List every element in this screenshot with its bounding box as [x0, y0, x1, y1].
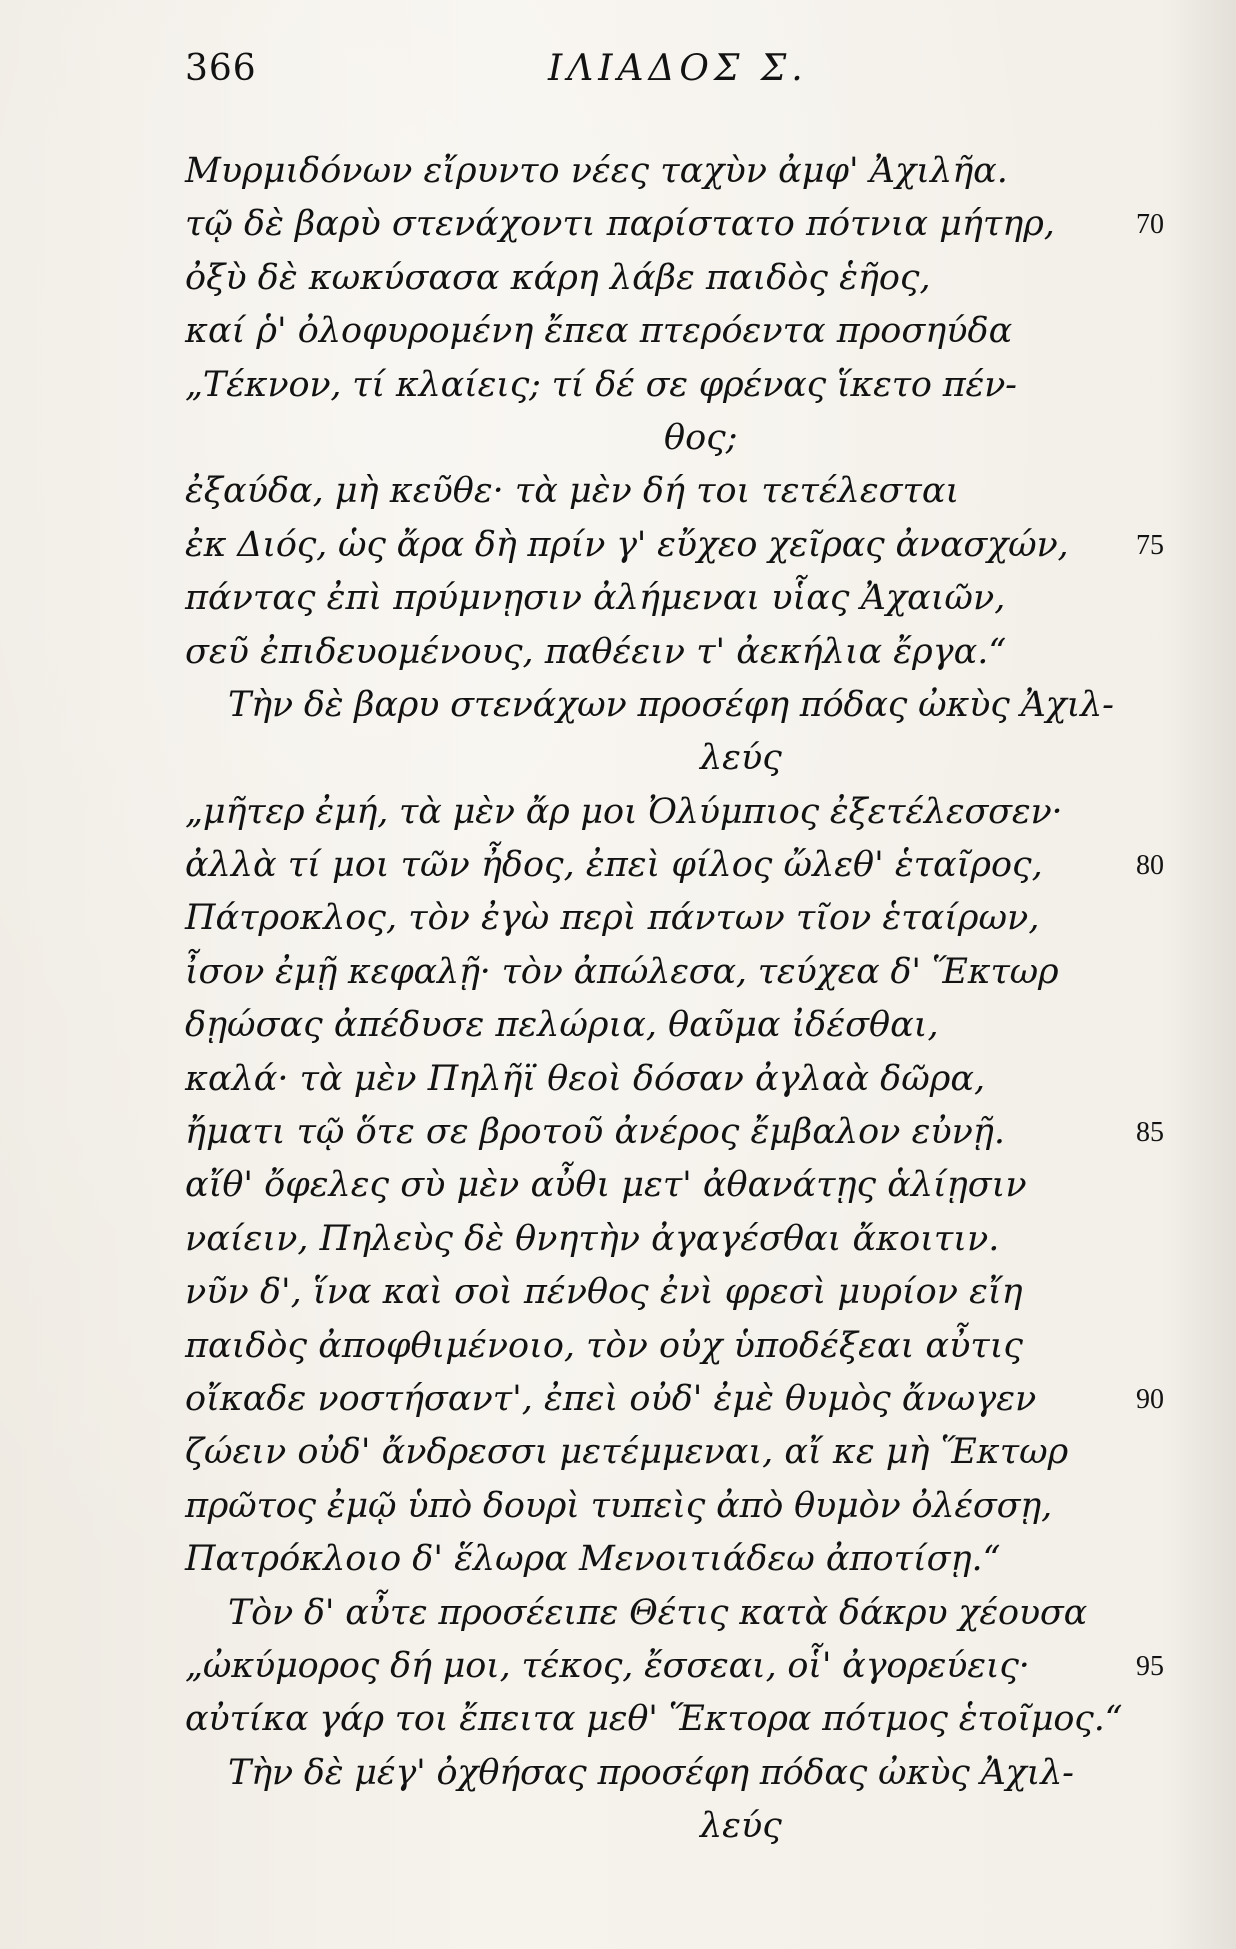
verse-line-text: Τὸν δ' αὖτε προσέειπε Θέτις κατὰ δάκρυ χέουσα [228, 1592, 1088, 1633]
verse-line-text: λεύς [700, 1806, 782, 1847]
verse-line [0, 679, 1236, 732]
verse-line-text: δῃώσας ἀπέδυσε πελώρια, θαῦμα ἰδέσθαι, [185, 1005, 939, 1046]
verse-line [0, 465, 1236, 518]
verse-line [0, 572, 1236, 625]
verse-line [0, 198, 1236, 251]
verse-line [0, 1693, 1236, 1746]
verse-line [0, 786, 1236, 839]
verse-line [0, 1640, 1236, 1693]
verse-line-text: ἶσον ἐμῇ κεφαλῇ· τὸν ἀπώλεσα, τεύχεα δ' Ἕκτωρ [185, 951, 1059, 992]
verse-line-text: Πάτροκλος, τὸν ἐγὼ περὶ πάντων τῖον ἑταίρων, [185, 898, 1040, 939]
verse-line [0, 1587, 1236, 1640]
verse-line-text: αἴθ' ὄφελες σὺ μὲν αὖθι μετ' ἀθανάτῃς ἁλίῃσιν [185, 1165, 1027, 1206]
verse-line-text: αὐτίκα γάρ τοι ἔπειτα μεθ' Ἕκτορα πότμος ἑτοῖμος.“ [185, 1699, 1123, 1740]
line-number: 85 [1136, 1117, 1164, 1149]
verse-line [0, 946, 1236, 999]
verse-line [0, 1159, 1236, 1212]
verse-line-text: Πατρόκλοιο δ' ἕλωρα Μενοιτιάδεω ἀποτίσῃ.“ [185, 1539, 1001, 1580]
running-title: ΙΛΙΑΔΟΣ Σ. [548, 48, 808, 89]
verse-line [0, 1373, 1236, 1426]
verse-line [0, 1266, 1236, 1319]
verse-line-text: θος; [664, 417, 738, 458]
verse-line [0, 1213, 1236, 1266]
page-header [0, 48, 1236, 108]
verse-line [0, 252, 1236, 305]
line-number: 75 [1136, 529, 1164, 561]
line-number: 80 [1136, 850, 1164, 882]
verse-line-text: „Τέκνον, τί κλαίεις; τί δέ σε φρένας ἵκετο πέν- [185, 364, 1017, 405]
verse-line-text: Τὴν δὲ μέγ' ὀχθήσας προσέφη πόδας ὠκὺς Ἀχιλ- [228, 1752, 1074, 1793]
verse-line-text: ὀξὺ δὲ κωκύσασα κάρη λάβε παιδὸς ἑῆος, [185, 257, 931, 298]
verse-line-text: καί ῥ' ὀλοφυρομένη ἔπεα πτερόεντα προσηύδα [185, 311, 1013, 352]
verse-line-continuation [0, 1800, 1236, 1853]
verse-line-text: ἀλλὰ τί μοι τῶν ἦδος, ἐπεὶ φίλος ὤλεθ' ἑταῖρος, [185, 845, 1043, 886]
verse-line-text: ναίειν, Πηλεὺς δὲ θνητὴν ἀγαγέσθαι ἄκοιτιν. [185, 1218, 1000, 1259]
verse-line-text: ζώειν οὐδ' ἄνδρεσσι μετέμμεναι, αἴ κε μὴ Ἕκτωρ [185, 1432, 1069, 1473]
verse-line-text: πρῶτος ἐμῷ ὑπὸ δουρὶ τυπεὶς ἀπὸ θυμὸν ὀλέσσῃ, [185, 1485, 1052, 1526]
verse-line [0, 1747, 1236, 1800]
verse-line-text: „ὠκύμορος δή μοι, τέκος, ἔσσεαι, οἷ' ἀγορεύεις· [185, 1645, 1030, 1686]
verse-line [0, 1533, 1236, 1586]
verse-line-text: παιδὸς ἀποφθιμένοιο, τὸν οὐχ ὑποδέξεαι αὖτις [185, 1325, 1024, 1366]
line-number: 95 [1136, 1650, 1164, 1682]
verse-line [0, 1106, 1236, 1159]
verse-line [0, 839, 1236, 892]
verse-line-text: οἴκαδε νοστήσαντ', ἐπεὶ οὐδ' ἐμὲ θυμὸς ἄνωγεν [185, 1378, 1037, 1419]
verse-line-text: Τὴν δὲ βαρυ στενάχων προσέφη πόδας ὠκὺς Ἀχιλ- [228, 684, 1114, 725]
verse-line-text: καλά· τὰ μὲν Πηλῆϊ θεοὶ δόσαν ἀγλαὰ δῶρα, [185, 1058, 986, 1099]
verse-line [0, 359, 1236, 412]
verse-line-text: νῦν δ', ἵνα καὶ σοὶ πένθος ἐνὶ φρεσὶ μυρίον εἴη [185, 1272, 1023, 1313]
verse-line-text: λεύς [700, 738, 782, 779]
verse-line-text: „μῆτερ ἐμή, τὰ μὲν ἄρ μοι Ὀλύμπιος ἐξετέλεσσεν· [185, 791, 1063, 832]
verse-line-text: Μυρμιδόνων εἴρυντο νέες ταχὺν ἀμφ' Ἀχιλῆα. [185, 151, 1008, 191]
verse-line [0, 1426, 1236, 1479]
verse-line [0, 519, 1236, 572]
verse-line [0, 145, 1236, 198]
verse-line-continuation [0, 412, 1236, 465]
verse-line-text: ἐκ Διός, ὡς ἄρα δὴ πρίν γ' εὔχεο χεῖρας ἀνασχών, [185, 524, 1069, 565]
line-number: 70 [1136, 209, 1164, 241]
verse-line-text: σεῦ ἐπιδευομένους, παθέειν τ' ἀεκήλια ἔργα.“ [185, 631, 1007, 672]
verse-text [0, 145, 1236, 1854]
verse-line [0, 892, 1236, 945]
verse-line [0, 305, 1236, 358]
line-number: 90 [1136, 1383, 1164, 1415]
verse-line [0, 626, 1236, 679]
verse-line [0, 1480, 1236, 1533]
verse-line-continuation [0, 732, 1236, 785]
verse-line [0, 999, 1236, 1052]
verse-line-text: ἐξαύδα, μὴ κεῦθε· τὰ μὲν δή τοι τετέλεσται [185, 471, 960, 512]
verse-line-text: πάντας ἐπὶ πρύμνῃσιν ἀλήμεναι υἷας Ἀχαιῶν, [185, 578, 1006, 619]
verse-line-text: ἤματι τῷ ὅτε σε βροτοῦ ἀνέρος ἔμβαλον εὐνῇ. [185, 1112, 1006, 1153]
verse-line [0, 1053, 1236, 1106]
verse-line-text: τῷ δὲ βαρὺ στενάχοντι παρίστατο πότνια μήτηρ, [185, 204, 1055, 245]
verse-line [0, 1320, 1236, 1373]
page-number: 366 [185, 48, 257, 89]
